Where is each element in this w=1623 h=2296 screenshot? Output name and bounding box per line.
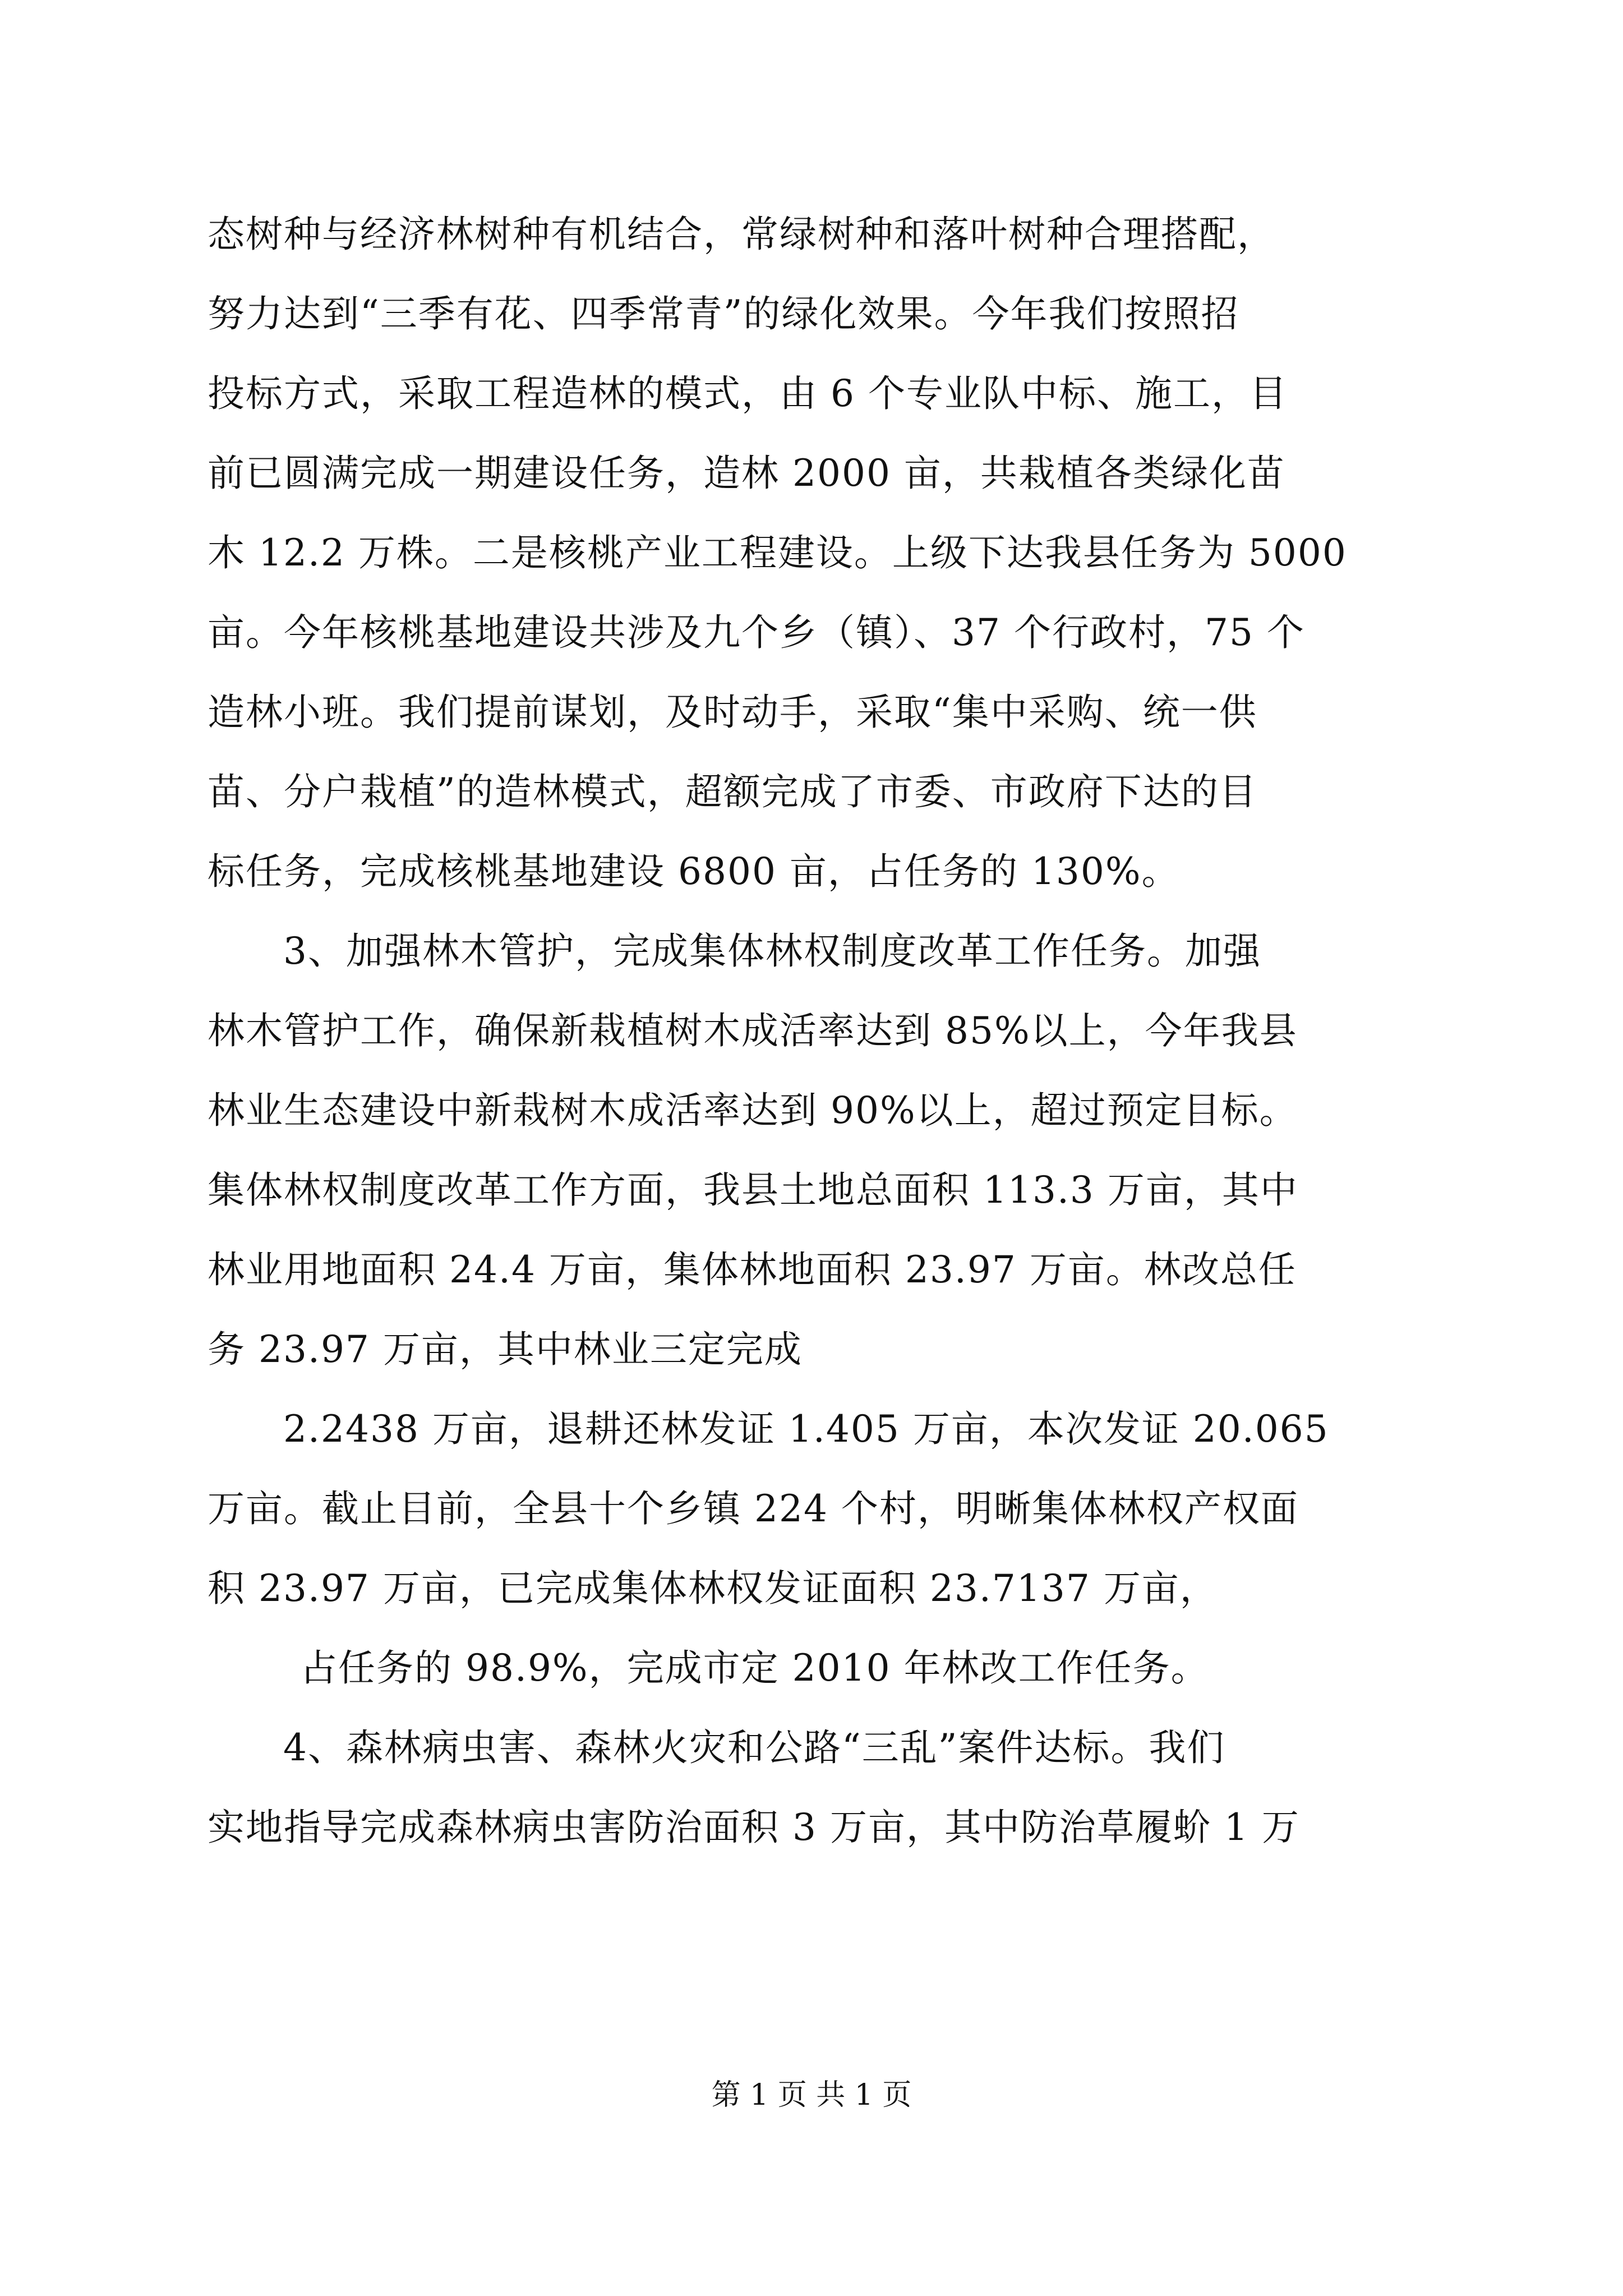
text-line: 林业生态建设中新栽树木成活率达到 90%以上，超过预定目标。 (208, 1089, 1298, 1132)
text-line: 积 23.97 万亩，已完成集体林权发证面积 23.7137 万亩， (208, 1567, 1218, 1610)
text-line: 态树种与经济林树种有机结合，常绿树种和落叶树种合理搭配， (208, 213, 1275, 256)
text-line: 造林小班。我们提前谋划，及时动手，采取“集中采购、统一供 (208, 691, 1257, 734)
paragraph-start-line: 2.2438 万亩，退耕还林发证 1.405 万亩，本次发证 20.065 (283, 1407, 1329, 1451)
paragraph-start-line: 3、加强林木管护，完成集体林权制度改革工作任务。加强 (283, 930, 1261, 973)
text-line: 林木管护工作，确保新栽植树木成活率达到 85%以上，今年我县 (208, 1009, 1298, 1052)
text-line: 投标方式，采取工程造林的模式，由 6 个专业队中标、施工，目 (208, 372, 1288, 415)
text-line: 集体林权制度改革工作方面，我县土地总面积 113.3 万亩，其中 (208, 1168, 1298, 1212)
text-line: 木 12.2 万株。二是核桃产业工程建设。上级下达我县任务为 5000 (208, 531, 1347, 574)
text-line: 标任务，完成核桃基地建设 6800 亩，占任务的 130%。 (208, 850, 1180, 893)
text-line: 苗、分户栽植”的造林模式，超额完成了市委、市政府下达的目 (208, 770, 1257, 813)
page-footer: 第 1 页 共 1 页 (711, 2078, 912, 2112)
text-line: 前已圆满完成一期建设任务，造林 2000 亩，共栽植各类绿化苗 (208, 452, 1285, 495)
text-line: 务 23.97 万亩，其中林业三定完成 (208, 1328, 803, 1371)
text-line: 努力达到“三季有花、四季常青”的绿化效果。今年我们按照招 (208, 292, 1239, 335)
text-line: 万亩。截止目前，全县十个乡镇 224 个村，明晰集体林权产权面 (208, 1487, 1299, 1530)
paragraph-start-line: 4、森林病虫害、森林火灾和公路“三乱”案件达标。我们 (283, 1726, 1225, 1769)
text-line: 亩。今年核桃基地建设共涉及九个乡（镇）、37 个行政村，75 个 (208, 611, 1305, 654)
paragraph-start-line: 占任务的 98.9%，完成市定 2010 年林改工作任务。 (300, 1646, 1209, 1690)
text-line: 实地指导完成森林病虫害防治面积 3 万亩，其中防治草履蚧 1 万 (208, 1806, 1300, 1849)
text-line: 林业用地面积 24.4 万亩，集体林地面积 23.97 万亩。林改总任 (208, 1248, 1297, 1291)
